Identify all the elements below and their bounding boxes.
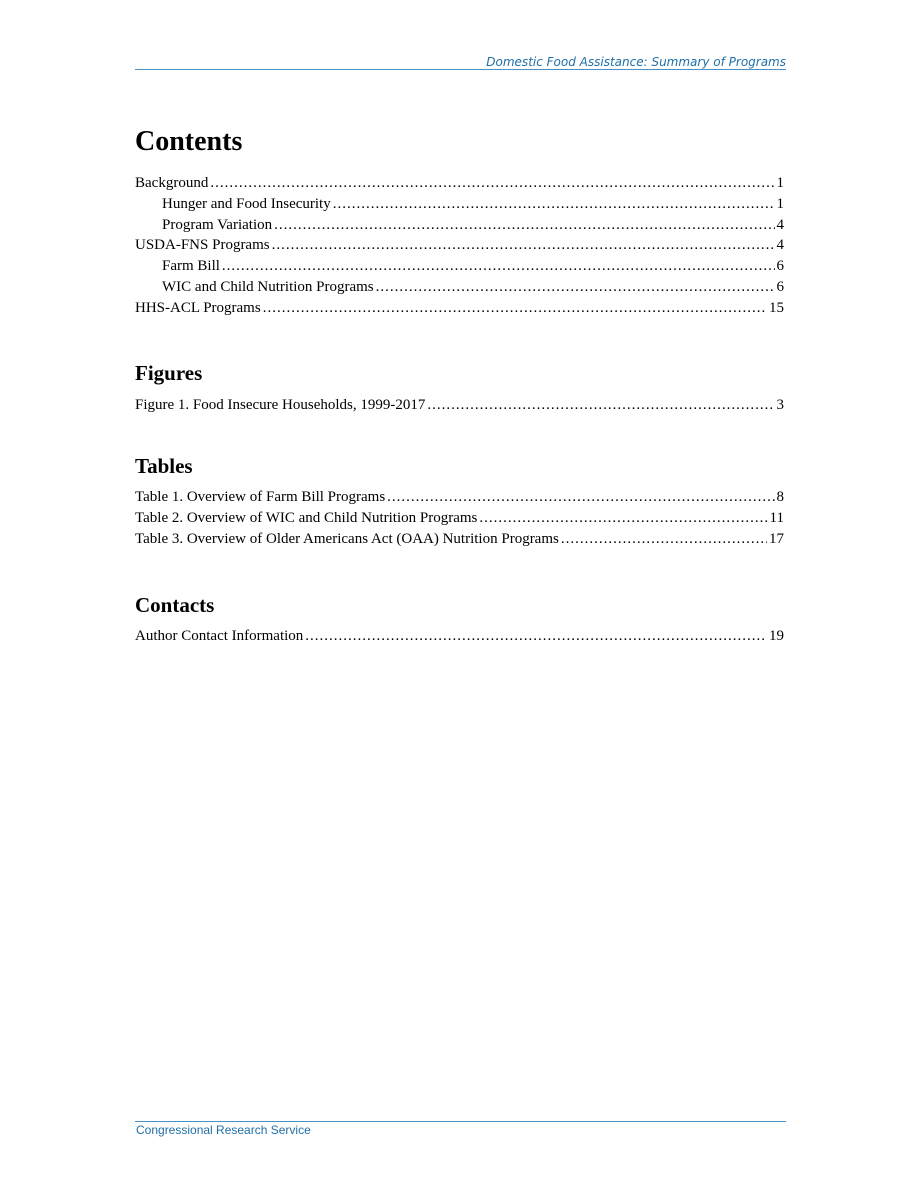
- dot-leader: [479, 508, 767, 529]
- dot-leader: [263, 298, 767, 319]
- dot-leader: [305, 626, 767, 647]
- dot-leader: [210, 173, 774, 194]
- toc-entry-title: Farm Bill: [162, 258, 220, 275]
- toc-entry-background[interactable]: [135, 173, 784, 194]
- dot-leader: [274, 215, 774, 236]
- toc-entry-title: USDA-FNS Programs: [135, 237, 270, 254]
- toc-entry-table-2[interactable]: [135, 508, 784, 529]
- tables-list: [135, 487, 784, 549]
- toc-entry-page: 6: [776, 278, 784, 295]
- footer-rule: [135, 1121, 786, 1122]
- toc-entry-title: Hunger and Food Insecurity: [162, 195, 331, 212]
- contents-list: [135, 173, 784, 319]
- figures-list: [135, 395, 784, 416]
- header-rule: [135, 69, 786, 70]
- toc-entry-title: Program Variation: [162, 216, 273, 233]
- toc-entry-page: 19: [769, 628, 784, 644]
- running-footer: Congressional Research Service: [136, 1123, 311, 1137]
- toc-entry-usda-fns-programs[interactable]: [135, 235, 784, 256]
- toc-entry-title: Author Contact Information: [135, 628, 304, 644]
- contents-heading: Contents: [135, 126, 243, 157]
- running-header: Domestic Food Assistance: Summary of Programs: [486, 55, 786, 69]
- dot-leader: [222, 256, 775, 277]
- toc-entry-page: 3: [776, 397, 784, 413]
- toc-entry-page: 1: [776, 195, 784, 212]
- toc-entry-page: 6: [776, 258, 784, 275]
- toc-entry-title: HHS-ACL Programs: [135, 299, 261, 316]
- toc-entry-page: 4: [776, 237, 784, 254]
- toc-entry-title: WIC and Child Nutrition Programs: [162, 278, 374, 295]
- toc-entry-hhs-acl-programs[interactable]: [135, 298, 784, 319]
- contacts-heading: Contacts: [135, 593, 215, 617]
- dot-leader: [387, 487, 774, 508]
- toc-entry-page: 15: [769, 299, 784, 316]
- toc-entry-table-3[interactable]: [135, 529, 784, 550]
- toc-entry-page: 17: [769, 530, 784, 547]
- toc-entry-title: Table 2. Overview of WIC and Child Nutrition Programs: [135, 509, 478, 526]
- dot-leader: [272, 235, 775, 256]
- toc-entry-page: 8: [776, 489, 784, 505]
- toc-entry-title: Table 1. Overview of Farm Bill Programs: [135, 489, 386, 505]
- toc-entry-page: 11: [769, 509, 784, 526]
- dot-leader: [376, 277, 775, 298]
- toc-entry-page: 1: [776, 175, 784, 191]
- toc-entry-title: Background: [135, 175, 209, 191]
- toc-entry-title: Figure 1. Food Insecure Households, 1999-2017: [135, 397, 426, 413]
- toc-entry-page: 4: [776, 216, 784, 233]
- contacts-list: [135, 626, 784, 647]
- toc-entry-hunger-food-insecurity[interactable]: [135, 194, 784, 215]
- dot-leader: [427, 395, 774, 416]
- toc-entry-farm-bill[interactable]: [135, 256, 784, 277]
- dot-leader: [561, 529, 767, 550]
- toc-entry-title: Table 3. Overview of Older Americans Act (OAA) Nutrition Programs: [135, 530, 559, 547]
- figures-heading: Figures: [135, 361, 203, 385]
- toc-entry-author-contact[interactable]: [135, 626, 784, 647]
- toc-entry-figure-1[interactable]: [135, 395, 784, 416]
- toc-entry-program-variation[interactable]: [135, 215, 784, 236]
- toc-entry-wic-child-nutrition[interactable]: [135, 277, 784, 298]
- tables-heading: Tables: [135, 454, 193, 478]
- toc-entry-table-1[interactable]: [135, 487, 784, 508]
- dot-leader: [333, 194, 775, 215]
